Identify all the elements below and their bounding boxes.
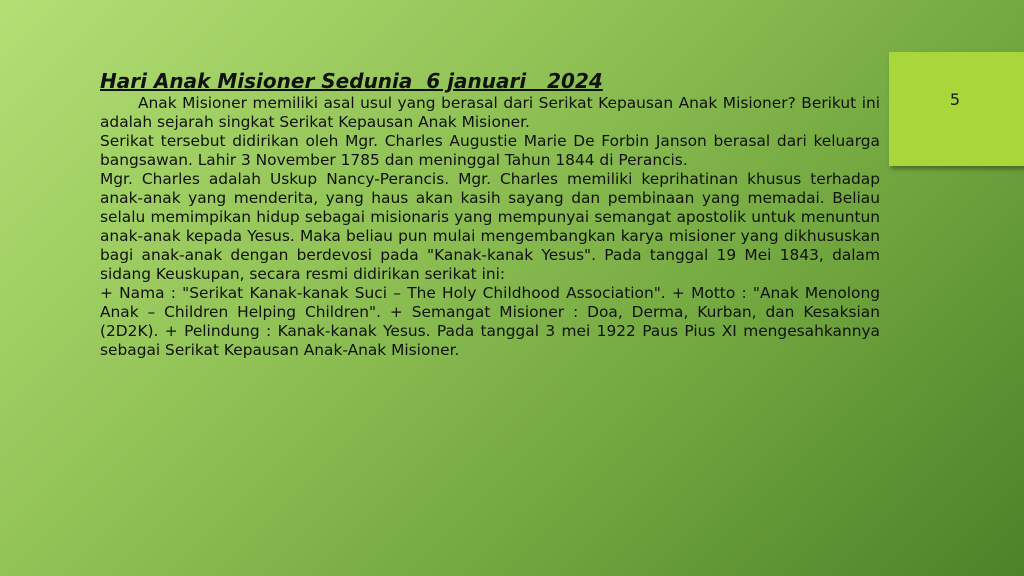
slide-title: Hari Anak Misioner Sedunia 6 januari 2024: [100, 69, 603, 93]
page-number: 5: [949, 90, 961, 109]
slide-body: [100, 94, 880, 360]
slide-content: [100, 68, 880, 360]
paragraph-association-details: + Nama : "Serikat Kanak-kanak Suci – The Holy Childhood Association". + Motto : "Anak Menolong Anak – Children Helping Children". + Semangat Misioner : Doa, Derma, Kurban, dan Kesaksian (2D2K). + Pelindung : Kanak-kanak Yesus. Pada tanggal 3 mei 1922 Paus Pius XI mengesahkannya sebagai Serikat Kepausan Anak-Anak Misioner.: [100, 284, 880, 359]
paragraph-founder: Serikat tersebut didirikan oleh Mgr. Charles Augustie Marie De Forbin Janson berasal dari keluarga bangsawan. Lahir 3 November 1785 dan meninggal Tahun 1844 di Perancis.: [100, 132, 880, 169]
page-number-box: [889, 52, 1024, 166]
paragraph-intro: Anak Misioner memiliki asal usul yang berasal dari Serikat Kepausan Anak Misioner? Berikut ini adalah sejarah singkat Serikat Kepausan Anak Misioner.: [100, 94, 880, 131]
paragraph-history: Mgr. Charles adalah Uskup Nancy-Perancis. Mgr. Charles memiliki keprihatinan khusus terhadap anak-anak yang menderita, yang haus akan kasih sayang dan pembinaan yang memadai. Beliau selalu memimpikan hidup sebagai misionaris yang mempunyai semangat apostolik untuk menuntun anak-anak kepada Yesus. Maka beliau pun mulai mengembangkan karya misioner yang dikhususkan bagi anak-anak dengan berdevosi pada "Kanak-kanak Yesus". Pada tanggal 19 Mei 1843, dalam sidang Keuskupan, secara resmi didirikan serikat ini:: [100, 170, 880, 283]
